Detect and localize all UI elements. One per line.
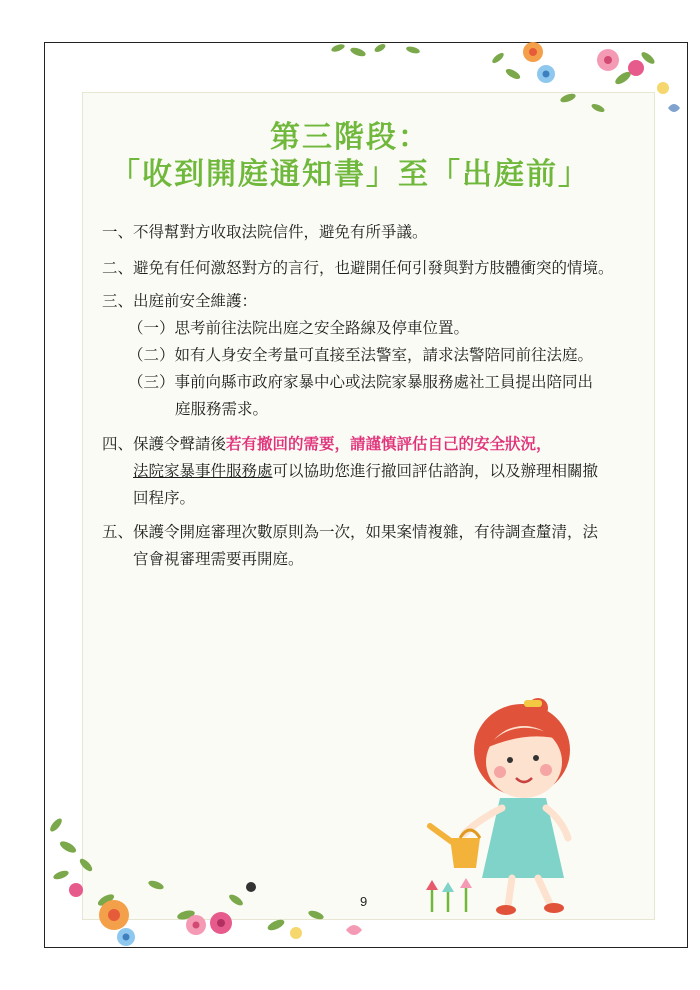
list-item-4-line3: 回程序。 <box>133 489 196 507</box>
list-item-1: 一、不得幫對方收取法院信件，避免有所爭議。 <box>102 223 428 241</box>
list-item-5-line1: 五、保護令開庭審理次數原則為一次，如果案情複雜，有待調查釐清，法 <box>102 523 599 541</box>
page-title-stage: 第三階段： <box>270 120 430 155</box>
list-subitem-3-3-line2: 庭服務需求。 <box>175 400 269 418</box>
list-subitem-3-2: （二）如有人身安全考量可直接至法警室，請求法警陪同前往法庭。 <box>128 346 594 364</box>
service-office-name: 法院家暴事件服務處 <box>133 462 273 480</box>
girl-watering-illustration <box>420 690 590 920</box>
page-title-subtitle: 「收到開庭通知書」至「出庭前」 <box>110 157 590 192</box>
list-item-4-line1 <box>102 434 552 454</box>
list-item-4-line2-rest: 可以協助您進行撤回評估諮詢，以及辦理相關撤 <box>272 462 599 480</box>
list-item-4-line2 <box>133 461 598 481</box>
list-item-4-highlight: 若有撤回的需要，請謹慎評估自己的安全狀況， <box>226 435 552 453</box>
list-item-4-prefix: 四、保護令聲請後 <box>102 435 227 453</box>
floral-decoration-bottom-left <box>46 805 376 950</box>
list-item-2: 二、避免有任何激怒對方的言行，也避開任何引發與對方肢體衝突的情境。 <box>102 259 614 277</box>
list-subitem-3-1: （一）思考前往法院出庭之安全路線及停車位置。 <box>128 319 470 337</box>
page-number: 9 <box>360 894 368 909</box>
list-item-3: 三、出庭前安全維護： <box>102 292 258 310</box>
list-subitem-3-3-line1: （三）事前向縣市政府家暴中心或法院家暴服務處社工員提出陪同出 <box>128 373 594 391</box>
list-item-5-line2: 官會視審理需要再開庭。 <box>133 550 304 568</box>
